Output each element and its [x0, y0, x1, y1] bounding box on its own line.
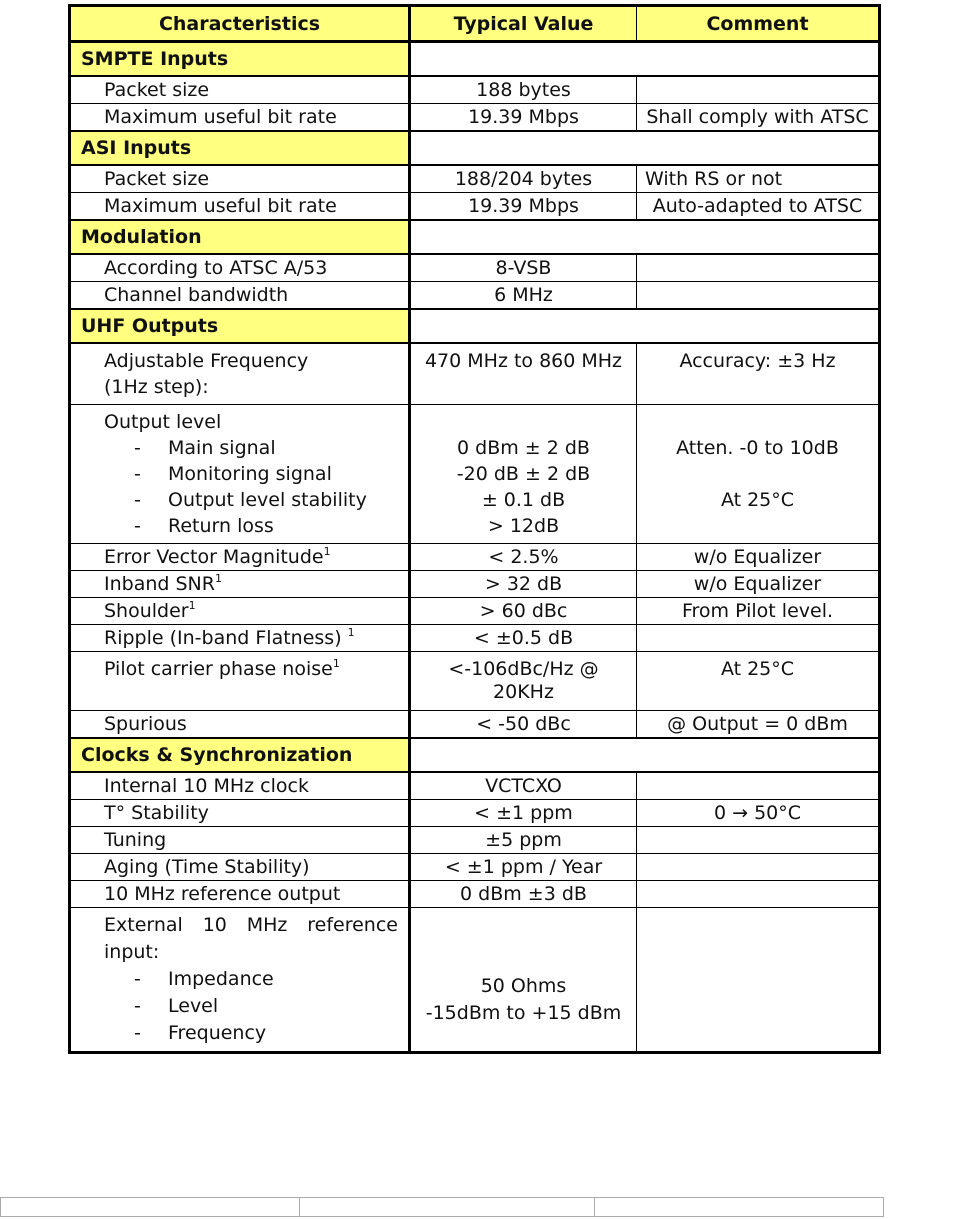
row-comment	[637, 881, 880, 908]
table-row	[70, 800, 880, 827]
table-row	[70, 165, 880, 193]
row-comment: At 25°C	[637, 652, 880, 711]
row-value: 0 dBm ±3 dB	[410, 881, 637, 908]
row-label: Channel bandwidth	[70, 282, 410, 310]
row-label: 10 MHz reference output	[70, 881, 410, 908]
sub-item: - Main signal	[134, 437, 276, 459]
sub-item: - Output level stability	[134, 489, 367, 511]
table-row	[70, 908, 880, 1053]
table-row	[70, 193, 880, 221]
sub-item: - Return loss	[134, 515, 274, 537]
row-value: 0 dBm ± 2 dB -20 dB ± 2 dB ± 0.1 dB > 12dB	[410, 405, 637, 544]
table-row	[70, 282, 880, 310]
row-comment: @ Output = 0 dBm	[637, 711, 880, 739]
table-row	[70, 598, 880, 625]
row-comment: Auto-adapted to ATSC	[637, 193, 880, 221]
header-typical-value: Typical Value	[410, 6, 637, 42]
row-value: > 60 dBc	[410, 598, 637, 625]
row-label: Ripple (In-band Flatness) $^1$	[70, 625, 410, 652]
table-row	[70, 76, 880, 104]
row-value: 188/204 bytes	[410, 165, 637, 193]
sub-item: - Impedance	[134, 968, 274, 990]
row-value: < 2.5%	[410, 544, 637, 571]
row-label: Maximum useful bit rate	[70, 193, 410, 221]
table-row	[70, 652, 880, 711]
row-label-line: External 10 MHz reference	[104, 914, 398, 936]
footer-cell	[595, 1198, 883, 1216]
row-label: Internal 10 MHz clock	[70, 772, 410, 800]
sub-item: - Monitoring signal	[134, 463, 332, 485]
section-title: ASI Inputs	[70, 131, 410, 165]
row-value: <-106dBc/Hz @ 20KHz	[410, 652, 637, 711]
row-comment: 0 → 50°C	[637, 800, 880, 827]
row-label-line: input:	[104, 941, 160, 963]
footer-bar	[0, 1197, 884, 1217]
row-label	[70, 405, 410, 544]
row-label: Packet size	[70, 76, 410, 104]
table-row	[70, 405, 880, 544]
row-value: < ±1 ppm	[410, 800, 637, 827]
row-value: 470 MHz to 860 MHz	[410, 343, 637, 405]
row-comment	[637, 908, 880, 1053]
section-title: SMPTE Inputs	[70, 42, 410, 77]
row-value: < -50 dBc	[410, 711, 637, 739]
row-comment: w/o Equalizer	[637, 544, 880, 571]
footer-cell	[1, 1198, 300, 1216]
row-label: Inband SNR$^1$	[70, 571, 410, 598]
row-label: Maximum useful bit rate	[70, 104, 410, 132]
table-row	[70, 711, 880, 739]
row-label: According to ATSC A/53	[70, 254, 410, 282]
row-comment: Atten. -0 to 10dB At 25°C	[637, 405, 880, 544]
section-row-modulation	[70, 220, 880, 254]
table-row	[70, 854, 880, 881]
header-comment: Comment	[637, 6, 880, 42]
row-value: 188 bytes	[410, 76, 637, 104]
row-label: Packet size	[70, 165, 410, 193]
row-label: Tuning	[70, 827, 410, 854]
row-value: 50 Ohms -15dBm to +15 dBm	[410, 908, 637, 1053]
row-comment: w/o Equalizer	[637, 571, 880, 598]
row-comment: Shall comply with ATSC	[637, 104, 880, 132]
row-comment	[637, 625, 880, 652]
table-row	[70, 571, 880, 598]
row-comment	[637, 772, 880, 800]
row-comment	[637, 827, 880, 854]
section-row-asi	[70, 131, 880, 165]
row-value: 8-VSB	[410, 254, 637, 282]
sub-item: - Level	[134, 995, 219, 1017]
row-value: < ±1 ppm / Year	[410, 854, 637, 881]
row-value: VCTCXO	[410, 772, 637, 800]
table-row	[70, 625, 880, 652]
row-value: > 32 dB	[410, 571, 637, 598]
section-row-clocks	[70, 738, 880, 772]
header-row	[70, 6, 880, 42]
row-value: < ±0.5 dB	[410, 625, 637, 652]
sub-item: - Frequency	[134, 1022, 267, 1044]
row-comment: Accuracy: ±3 Hz	[637, 343, 880, 405]
table-row	[70, 772, 880, 800]
row-comment: With RS or not	[637, 165, 880, 193]
row-comment	[637, 76, 880, 104]
table-row	[70, 544, 880, 571]
row-value: 6 MHz	[410, 282, 637, 310]
row-comment	[637, 854, 880, 881]
header-characteristics: Characteristics	[70, 6, 410, 42]
section-title: Clocks & Synchronization	[70, 738, 410, 772]
row-label: Error Vector Magnitude$^1$	[70, 544, 410, 571]
section-title: UHF Outputs	[70, 309, 410, 343]
table-row	[70, 254, 880, 282]
footer-cell	[300, 1198, 595, 1216]
table-row	[70, 881, 880, 908]
table-row	[70, 827, 880, 854]
row-value: 19.39 Mbps	[410, 104, 637, 132]
row-label: Aging (Time Stability)	[70, 854, 410, 881]
row-comment	[637, 282, 880, 310]
row-label: T° Stability	[70, 800, 410, 827]
row-label-line: (1Hz step):	[104, 376, 209, 398]
section-row-smpte	[70, 42, 880, 77]
row-comment	[637, 254, 880, 282]
table-row	[70, 343, 880, 405]
row-comment: From Pilot level.	[637, 598, 880, 625]
row-label: Shoulder$^1$	[70, 598, 410, 625]
row-value: ±5 ppm	[410, 827, 637, 854]
table-row	[70, 104, 880, 132]
section-row-uhf	[70, 309, 880, 343]
row-value: 19.39 Mbps	[410, 193, 637, 221]
row-label: Pilot carrier phase noise$^1$	[70, 652, 410, 711]
row-label	[70, 908, 410, 1053]
row-label-line: Adjustable Frequency	[104, 350, 309, 372]
row-label	[70, 343, 410, 405]
spec-table	[68, 4, 881, 1054]
section-title: Modulation	[70, 220, 410, 254]
row-label-line: Output level	[104, 411, 222, 433]
row-label: Spurious	[70, 711, 410, 739]
